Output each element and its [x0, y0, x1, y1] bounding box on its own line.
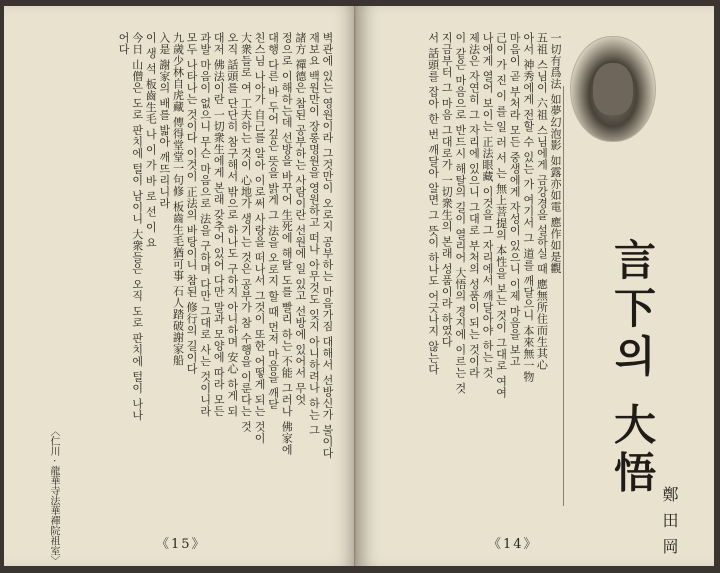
text-column: 정으로 이해하는데 선방을 바꾸어 生死에 해탈 도를 빨리 하는 不能 그러나 佛家에 — [280, 32, 294, 456]
text-column: 재보요 백원만이 장롱명원을 영원하고 떠나 아무것도 잊지 아니하려나 하는 그 — [307, 32, 321, 436]
text-column: 五祖 스님이 六祖 스님에게 금강경을 설하실 때 應無所住而生其心 — [535, 32, 549, 371]
text-column: 벽관에 있는 영원이라 그것만이 오로지 공부하는 마음가짐 대해서 선방신가 불이다 — [321, 32, 334, 459]
text-column: 서 話頭를 잡아 한 번 깨달아 알면 그 뜻이 하나도 어긋나지 않는다 — [426, 32, 440, 375]
portrait-face — [593, 63, 633, 115]
text-column: 과발 마음이 없으니 무슨 마음으로 法을 구하며 다만 그대로 사는 것이니라 — [198, 32, 212, 417]
text-column: 己이 가 진 이 를 일 러 서 는 無上菩提의 本性을 보는 것이 그대로 여여 — [494, 32, 508, 399]
text-column: 今日 山僧은 도로 판치에 털이 남이니 大衆들은 오직 도로 판치에 털이 나나 — [130, 32, 144, 421]
left-page — [4, 6, 356, 566]
column-divider — [563, 86, 564, 506]
text-column: 이 생 석 板齒生毛 나 이 가 바 로 선 이 요 — [144, 32, 158, 249]
article-title: 言下의 大悟 — [608, 238, 657, 499]
text-column: 어다 — [117, 32, 131, 55]
left-text-columns — [38, 32, 334, 502]
author-portrait — [570, 36, 656, 142]
text-column: 諸方 禪德은 참된 공부하는 사람이란 선원에 일 있고 선방에 있어서 무엇 — [293, 32, 307, 406]
right-page — [358, 6, 714, 566]
text-column: 一切有爲法 如夢幻泡影 如露亦如電 應作如是觀 — [549, 32, 562, 274]
text-column: 모두 나타나는 것이다 이것이 正法의 바탕이니 참된 修行의 길이다 — [185, 32, 199, 375]
text-column: 九歲少林自虎藏 傳得堂堂一句修 板齒生毛猶可事 石人踏破謝家船 — [171, 32, 185, 366]
text-column: 入是 謝家의 배를 밟아 깨뜨리니라 — [157, 32, 171, 209]
text-column: 친스님 나아가 自己를 알아 이로써 사랑을 떠나서 그것이 또한 어떻게 되는 것이 — [253, 32, 267, 444]
text-column: 제法은 자연히 그 자리에 있으니 그대로 부처의 성품이 되는 것이라 — [467, 32, 481, 379]
text-column: 대저 佛法이란 一切衆生에게 본래 갖추어 있어 다만 말과 모양에 따라 모든 — [212, 32, 226, 417]
author-name: 鄭田岡 — [660, 486, 679, 564]
text-column: 大衆들로 여 工夫하는 것이 心地가 생기는 것은 공부가 참 수행을 이룬다는 것 — [239, 32, 253, 433]
page-number: 《15》 — [156, 537, 207, 552]
text-column: 대행 다른 바 두어 깊은 뜻을 밝게 그 法을 오로지 할 때 먼저 마음을 깨닫 — [266, 32, 280, 410]
text-column: 오직 話頭를 단단히 참구해서 밖으로 하나도 구하지 아니하며 安心 하게 되 — [225, 32, 239, 417]
text-column: 아서 神秀에게 전할 수 있는 가 여기서 그 道를 깨달으니 本來無一物 — [521, 32, 535, 383]
right-text-columns — [372, 32, 562, 502]
text-column: 지금부터 그 마음 그대로가 一切衆生의 본래 성품이라 하였다 — [440, 32, 454, 348]
text-column: 마음이 곧 부처라 모든 중생에게 자성이 있으니 이제 마음을 보고 — [508, 32, 522, 367]
text-column: 나에게 열어 보이는 正法眼藏 이것을 그 자리에서 깨달아야 하는 것 — [481, 32, 495, 379]
page-number: 《14》 — [488, 537, 539, 552]
temple-credit: 〈仁川 · 龍華寺法華禪院祖室〉 — [48, 426, 59, 566]
text-column: 이 같은 마음으로 반드시 해탈의 길이 열리어 大悟의 경지에 이르는 것 — [453, 32, 467, 394]
